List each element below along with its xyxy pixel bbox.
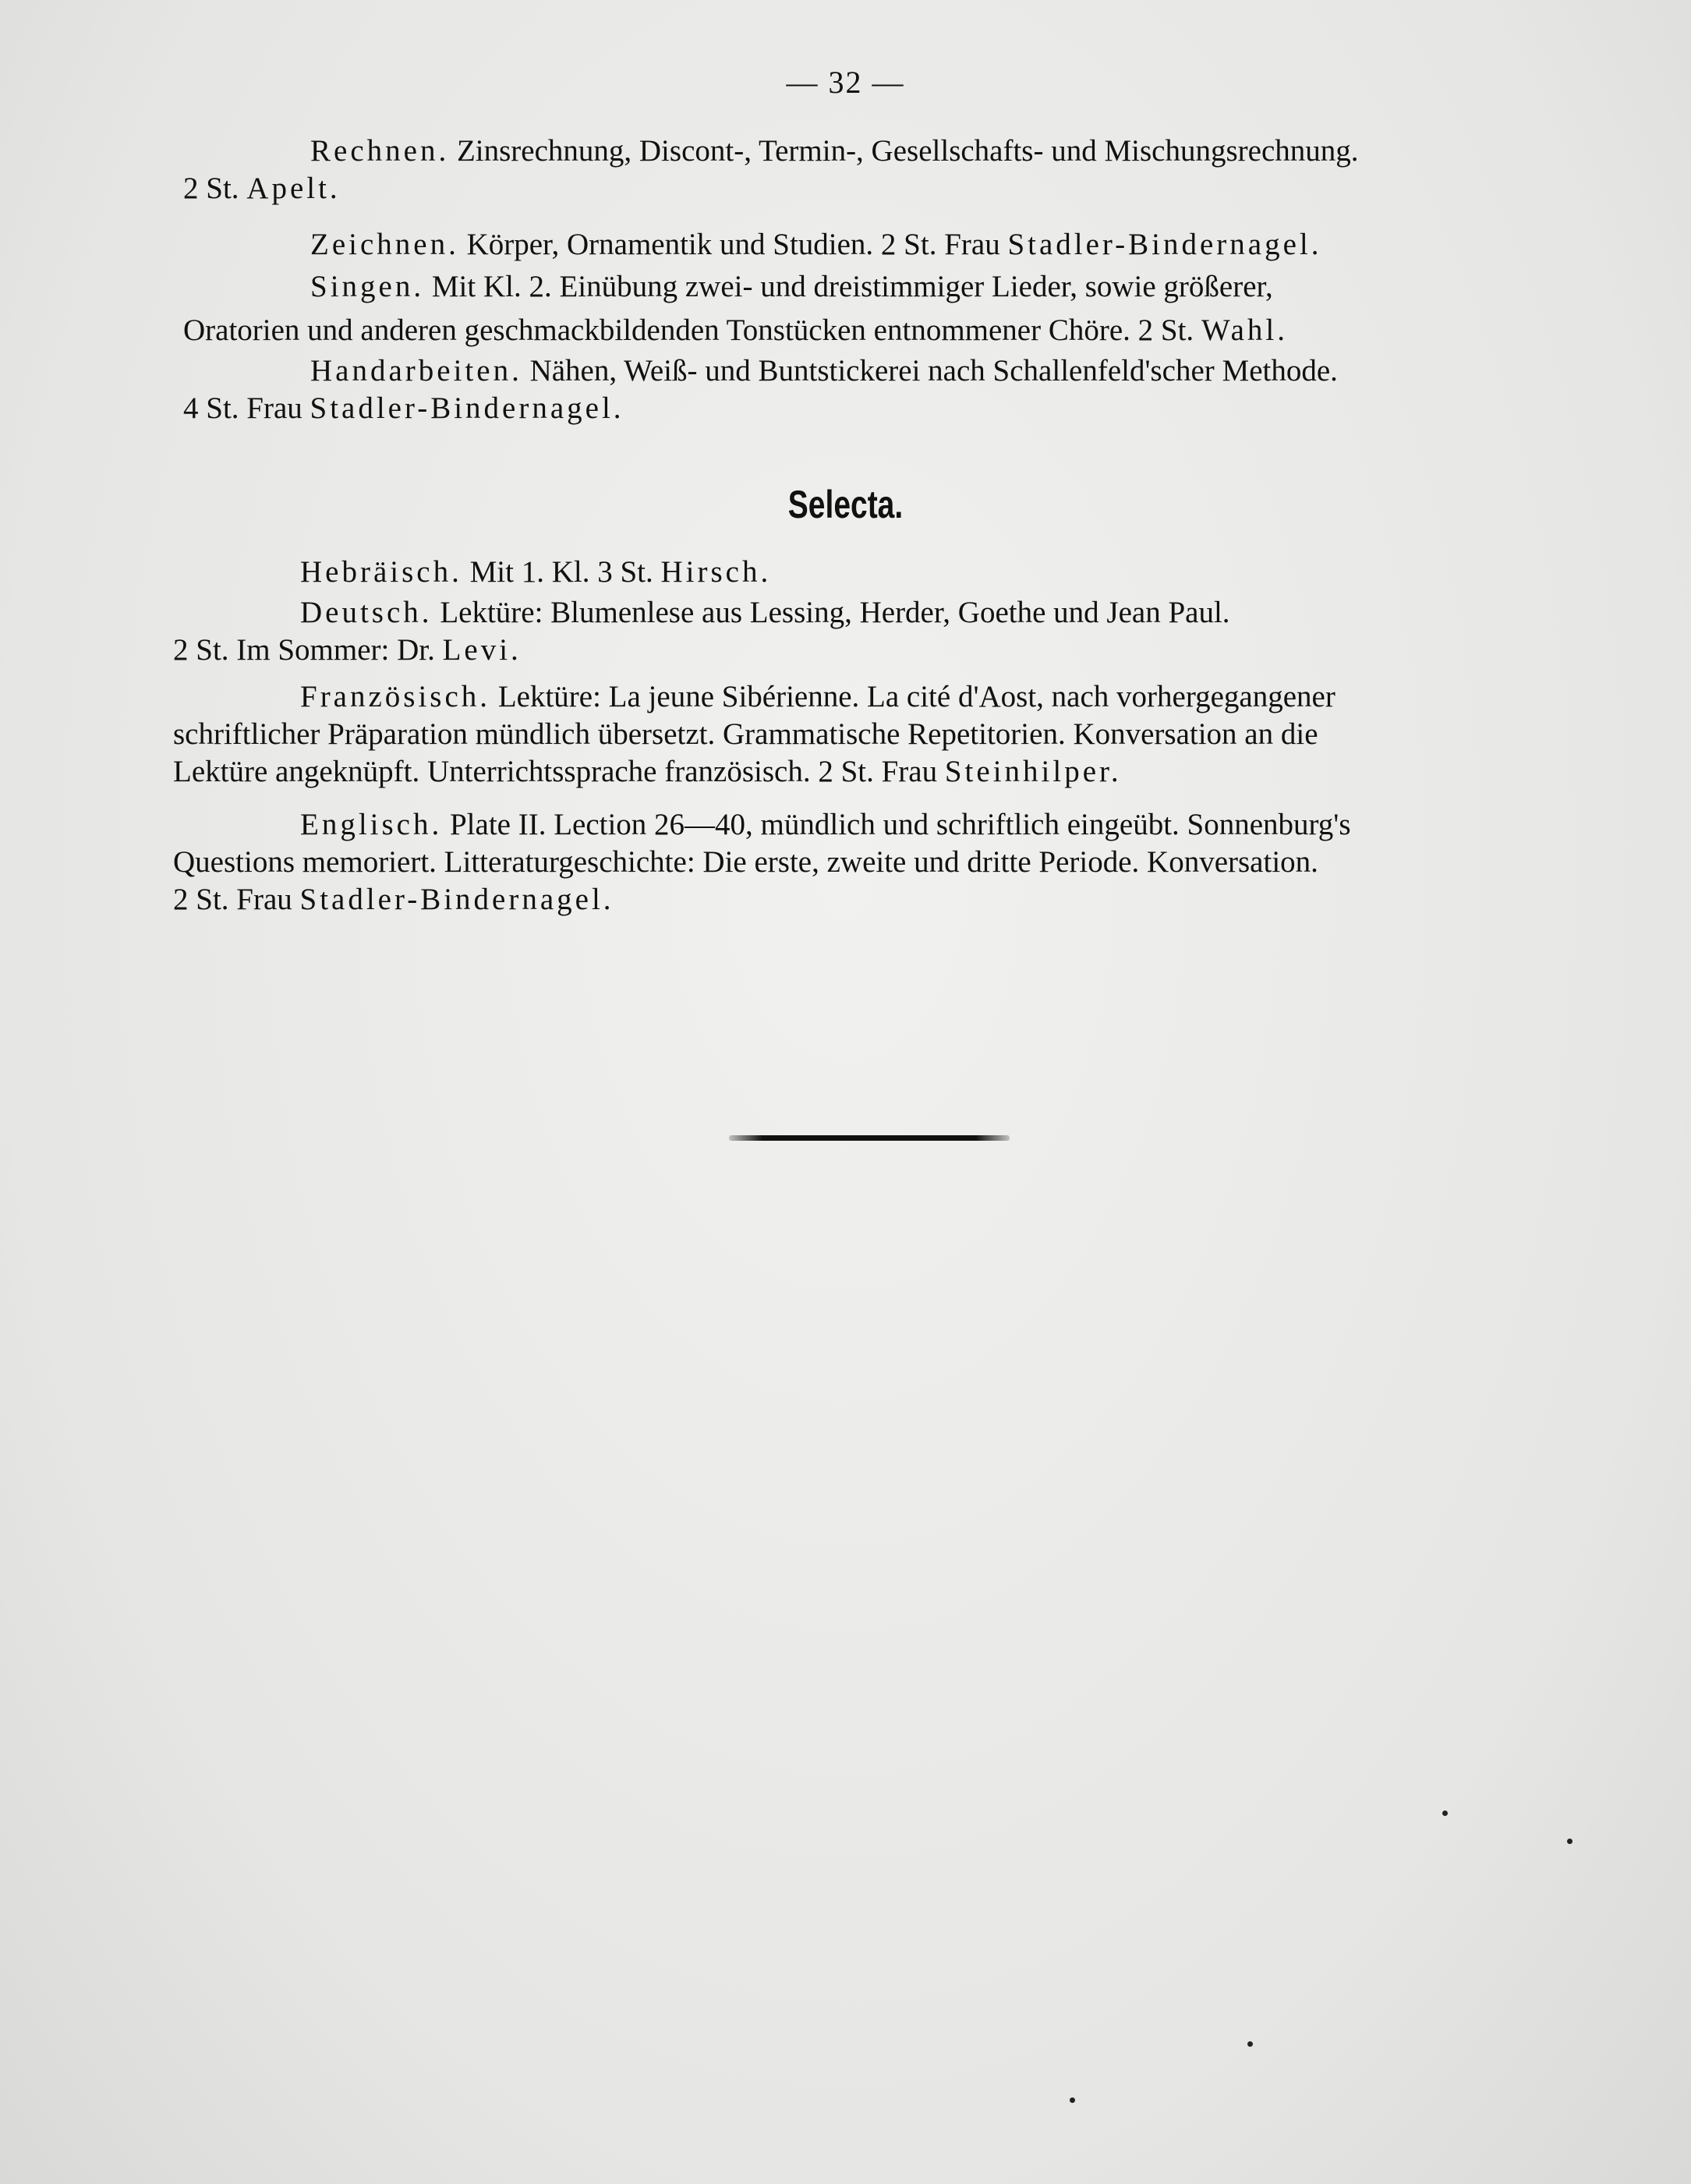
teacher-name: Stadler-Bindernagel. [310,391,624,425]
text-line: Französisch. Lektüre: La jeune Sibérienne. La cité d'Aost, nach vorhergegangener [300,680,1335,713]
subject-name: Singen. [310,270,425,303]
text-line: Hebräisch. Mit 1. Kl. 3 St. Hirsch. [300,555,772,589]
speck [1567,1839,1572,1844]
subject-name: Rechnen. [310,134,450,168]
subject-name: Englisch. [300,808,443,841]
text-line: Deutsch. Lektüre: Blumenlese aus Lessing, Herder, Goethe und Jean Paul. [300,596,1230,629]
text-line: Oratorien und anderen geschmackbildenden Tonstücken entnommener Chöre. 2 St. Wahl. [183,313,1289,347]
teacher-name: Levi. [442,633,522,667]
subject-name: Französisch. [300,680,491,713]
text-line: 2 St. Apelt. [183,172,341,205]
text-line: Zeichnen. Körper, Ornamentik und Studien. 2 St. Frau Stadler-Bindernagel. [310,228,1322,261]
text-line: schriftlicher Präparation mündlich übersetzt. Grammatische Repetitorien. Konversation an die [173,717,1318,751]
text-line: 2 St. Frau Stadler-Bindernagel. [173,883,614,916]
subject-name: Handarbeiten. [310,354,522,388]
subject-name: Zeichnen. [310,228,459,261]
text-line: Rechnen. Zinsrechnung, Discont-, Termin-, Gesellschafts- und Mischungsrechnung. [310,134,1359,168]
speck [1247,2041,1253,2047]
page-number: — 32 — [786,65,905,100]
text-line: 4 St. Frau Stadler-Bindernagel. [183,391,624,425]
section-heading: Selecta. [787,483,904,526]
text-line: Handarbeiten. Nähen, Weiß- und Buntstickerei nach Schallenfeld'scher Methode. [310,354,1338,388]
text-line: 2 St. Im Sommer: Dr. Levi. [173,633,522,667]
text-line: Singen. Mit Kl. 2. Einübung zwei- und dreistimmiger Lieder, sowie größerer, [310,270,1273,303]
teacher-name: Hirsch. [660,555,772,589]
text-line: Questions memoriert. Litteraturgeschichte: Die erste, zweite und dritte Periode. Konversation. [173,845,1318,879]
teacher-name: Apelt. [246,172,341,205]
subject-name: Deutsch. [300,596,433,629]
teacher-name: Stadler-Bindernagel. [1007,228,1322,261]
speck [1070,2097,1075,2103]
teacher-name: Wahl. [1201,313,1289,347]
text-line: Englisch. Plate II. Lection 26—40, mündlich und schriftlich eingeübt. Sonnenburg's [300,808,1351,841]
teacher-name: Steinhilper. [944,755,1122,788]
teacher-name: Stadler-Bindernagel. [299,883,614,916]
text-line: Lektüre angeknüpft. Unterrichtssprache französisch. 2 St. Frau Steinhilper. [173,755,1122,788]
speck [1442,1811,1448,1816]
subject-name: Hebräisch. [300,555,462,589]
closing-rule [729,1135,1010,1141]
